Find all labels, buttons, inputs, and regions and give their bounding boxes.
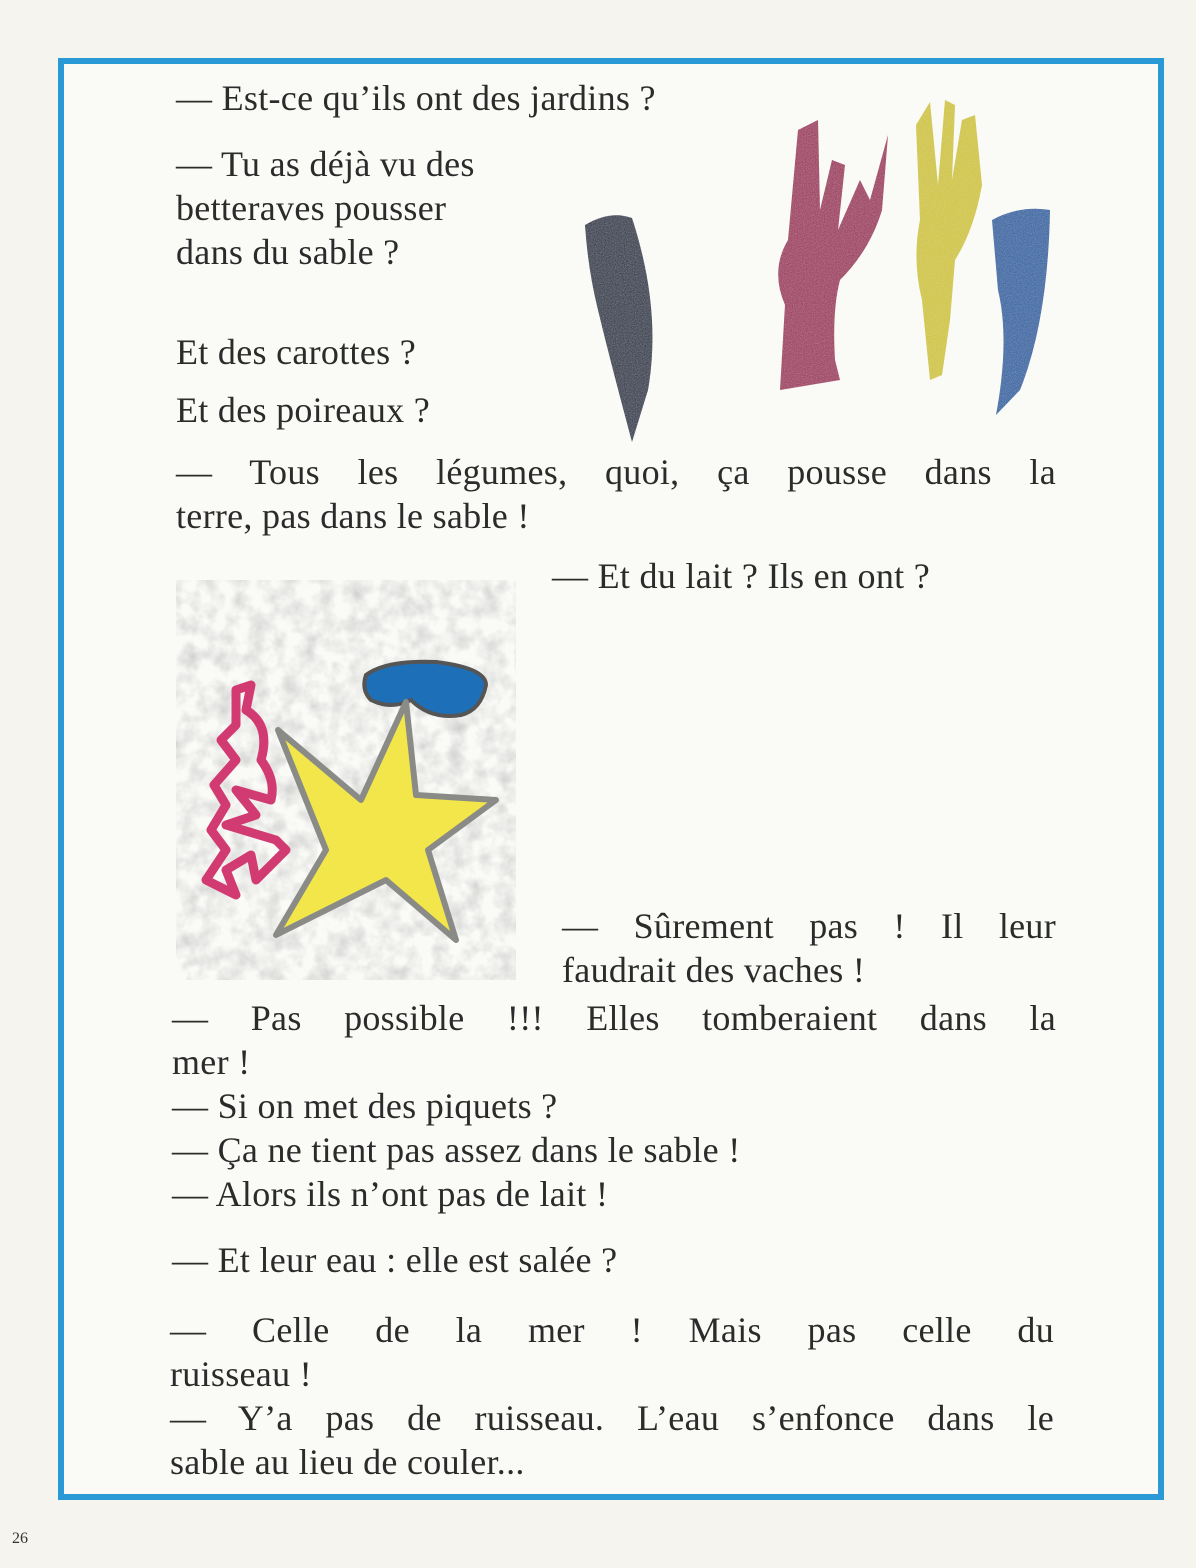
navy-leaf-shape xyxy=(585,215,652,442)
text-line: — Et du lait ? Ils en ont ? xyxy=(552,556,931,596)
text-line: — Sûrement pas ! Il leur xyxy=(562,906,1056,946)
star-illustration xyxy=(166,550,526,990)
text-line: dans du sable ? xyxy=(176,232,400,272)
text-line: — Ça ne tient pas assez dans le sable ! xyxy=(172,1130,741,1170)
text-line: ruisseau ! xyxy=(170,1354,312,1394)
text-line: Et des carottes ? xyxy=(176,332,416,372)
text-line: — Alors ils n’ont pas de lait ! xyxy=(172,1174,609,1214)
text-line: — Et leur eau : elle est salée ? xyxy=(172,1240,618,1280)
text-line: mer ! xyxy=(172,1042,251,1082)
text-line: faudrait des vaches ! xyxy=(562,950,866,990)
page-number: 26 xyxy=(12,1530,28,1547)
text-line: — Tous les légumes, quoi, ça pousse dans la xyxy=(176,452,1056,492)
text-line: betteraves pousser xyxy=(176,188,447,228)
text-line: — Y’a pas de ruisseau. L’eau s’enfonce dans le xyxy=(170,1398,1054,1438)
text-line: — Si on met des piquets ? xyxy=(172,1086,558,1126)
text-line: — Celle de la mer ! Mais pas celle du xyxy=(170,1310,1054,1350)
text-line: — Pas possible !!! Elles tomberaient dans la xyxy=(172,998,1056,1038)
blue-leaf-shape xyxy=(992,209,1050,415)
text-line: sable au lieu de couler... xyxy=(170,1442,525,1482)
text-line: terre, pas dans le sable ! xyxy=(176,496,530,536)
text-line: — Est-ce qu’ils ont des jardins ? xyxy=(176,78,656,118)
grey-sketch-background xyxy=(176,580,516,980)
text-line: — Tu as déjà vu des xyxy=(176,144,475,184)
text-line: Et des poireaux ? xyxy=(176,390,431,430)
vegetables-illustration xyxy=(570,90,1070,450)
yellow-fork-shape xyxy=(916,100,982,380)
magenta-fork-shape xyxy=(778,120,888,390)
